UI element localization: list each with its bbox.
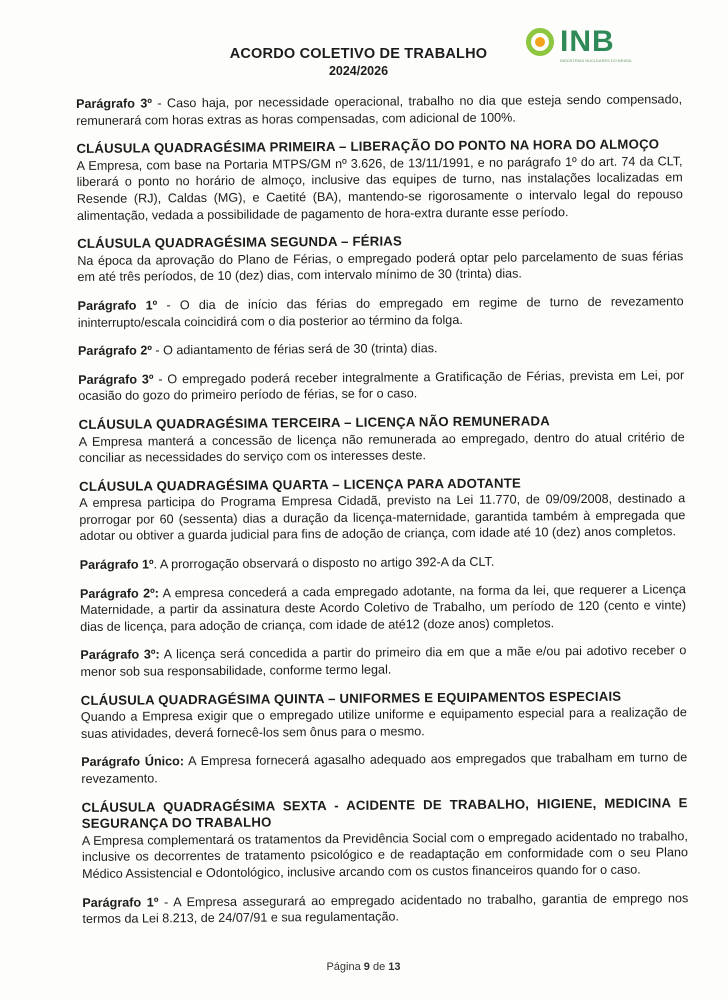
paragraph-label: Parágrafo 2º	[77, 343, 152, 359]
clause-title: CLÁUSULA QUADRAGÉSIMA SEGUNDA – FÉRIAS	[77, 233, 403, 252]
paragraph	[82, 890, 688, 928]
paragraph-text: - Caso haja, por necessidade operacional, trabalho no dia que esteja sendo compensado, remunerará com horas extras as horas compensadas, com adicional de 100%.	[76, 92, 683, 128]
paragraph-text: - O empregado poderá receber integralmente a Gratificação de Férias, prevista em Lei, por ocasião do gozo do primeiro período de férias, se for o caso.	[78, 367, 685, 404]
paragraph-text: A licença será concedida a partir do primeiro dia em que a mãe e/ou pai adotivo receber o menor sob sua responsabilidade, conforme termo legal.	[80, 643, 687, 680]
paragraph	[76, 91, 682, 129]
page-number: 9	[363, 961, 370, 973]
paragraph-label: Parágrafo 3º	[78, 372, 154, 387]
document-title: ACORDO COLETIVO DE TRABALHO	[229, 46, 488, 62]
paragraph-text: . A prorrogação observará o disposto no artigo 392-A da CLT.	[153, 554, 495, 572]
page-footer	[0, 961, 727, 973]
clause-body: A Empresa manterá a concessão de licença não remunerada ao empregado, dentro do atual critério de conciliar as necessidades do serviço com os interesses deste.	[78, 429, 685, 466]
paragraph-label: Parágrafo 1º	[79, 557, 154, 573]
paragraph-label: Parágrafo 1º	[77, 298, 158, 313]
paragraph-label: Parágrafo 3º:	[80, 647, 160, 663]
clause-43	[79, 412, 685, 467]
logo-subtext: INDÚSTRIAS NUCLEARES DO BRASIL	[560, 58, 633, 63]
clause-body: Na época da aprovação do Plano de Férias, o empregado poderá optar pelo parcelamento de suas férias em até três períodos, de 10 (dez) dias, com intervalo mínimo de 30 (trinta) dias.	[77, 248, 684, 285]
clause-42	[77, 231, 683, 286]
clause-body: A empresa participa do Programa Empresa Cidadã, previsto na Lei 11.770, de 09/09/2008, destinado a prorrogar por 60 (sessenta) dias a duração da licença-maternidade, garantida também à empregada que adotar ou obtiver a guarda judicial para fins de adoção de criança, com idade até 10 (dez) anos completos.	[79, 491, 686, 544]
clause-46	[82, 795, 689, 883]
clause-body: Quando a Empresa exigir que o empregado utilize uniforme e equipamento especial para a realização de suas atividades, deverá fornecê-los sem ônus para o mesmo.	[80, 705, 687, 741]
paragraph	[78, 338, 684, 359]
paragraph	[80, 581, 686, 636]
clause-body: A Empresa complementará os tratamentos da Previdência Social com o empregado acidentado no trabalho, inclusive os decorrentes de tratamento psicológico e de readaptação em conformidade com o seu Plano Médico Assistencial e Odontológico, inclusive arcando com os custos financeiros quando for o caso.	[81, 828, 689, 881]
clause-title: CLÁUSULA QUADRAGÉSIMA QUINTA – UNIFORMES E EQUIPAMENTOS ESPECIAIS	[80, 688, 622, 708]
clause-title: CLÁUSULA QUADRAGÉSIMA QUARTA – LICENÇA PARA ADOTANTE	[79, 475, 522, 494]
paragraph-label: Parágrafo 1º	[82, 894, 159, 910]
paragraph-label: Parágrafo 3º	[76, 96, 152, 111]
paragraph-text: A Empresa fornecerá agasalho adequado aos empregados que trabalham em turno de revezamento.	[81, 750, 688, 786]
logo-ring-icon	[526, 28, 554, 56]
clause-41	[76, 136, 683, 224]
paragraph	[78, 293, 684, 331]
document-body	[76, 91, 689, 939]
footer-middle: de	[369, 961, 389, 973]
clause-title: CLÁUSULA QUADRAGÉSIMA TERCEIRA – LICENÇA NÃO REMUNERADA	[78, 413, 550, 432]
page-total: 13	[388, 961, 401, 973]
clause-body: A Empresa, com base na Portaria MTPS/GM nº 3.626, de 13/11/1991, e no parágrafo 1º do art. 74 da CLT, liberará o ponto no horário de almoço, inclusive das equipes de turno, nas instalações localizadas em Resende (RJ), Caldas (MG), e Caetité (BA), mantendo-se rigorosamente o intervalo legal do repouso alimentação, vedada a possibilidade de pagamento de hora-extra durante esse período.	[76, 154, 683, 223]
footer-prefix: Página	[326, 961, 364, 973]
clause-title: CLÁUSULA QUADRAGÉSIMA PRIMEIRA – LIBERAÇÃO DO PONTO NA HORA DO ALMOÇO	[76, 136, 660, 157]
paragraph	[78, 367, 684, 405]
paragraph	[81, 750, 687, 788]
paragraph-text: - O adiantamento de férias será de 30 (trinta) dias.	[151, 341, 438, 358]
paragraph-text: - A Empresa assegurará ao empregado acidentado no trabalho, garantia de emprego nos termos da Lei 8.213, de 24/07/91 e sua regulamentação.	[82, 890, 689, 927]
clause-44	[79, 474, 686, 545]
paragraph-label: Parágrafo Único:	[81, 754, 185, 770]
paragraph-text: A empresa concederá a cada empregado adotante, na forma da lei, que requerer a Licença Maternidade, a partir da assinatura deste Acordo Coletivo de Trabalho, um período de 120 (cento e vinte) dias de licença, para adoção de criança, com idade de até12 (doze anos) completos.	[79, 581, 687, 634]
clause-45	[81, 688, 687, 743]
paragraph-label: Parágrafo 2º:	[79, 586, 159, 601]
inb-logo	[522, 24, 632, 64]
paragraph	[80, 643, 686, 681]
paragraph	[80, 552, 686, 573]
clause-title: CLÁUSULA QUADRAGÉSIMA SEXTA - ACIDENTE DE TRABALHO, HIGIENE, MEDICINA E SEGURANÇA DO TRABALHO	[81, 794, 688, 832]
logo-text: INB	[560, 25, 615, 58]
paragraph-text: - O dia de início das férias do empregado em regime de turno de revezamento ininterrupto/escala coincidirá com o dia posterior ao término da folga.	[77, 294, 684, 330]
document-year: 2024/2026	[328, 64, 389, 78]
